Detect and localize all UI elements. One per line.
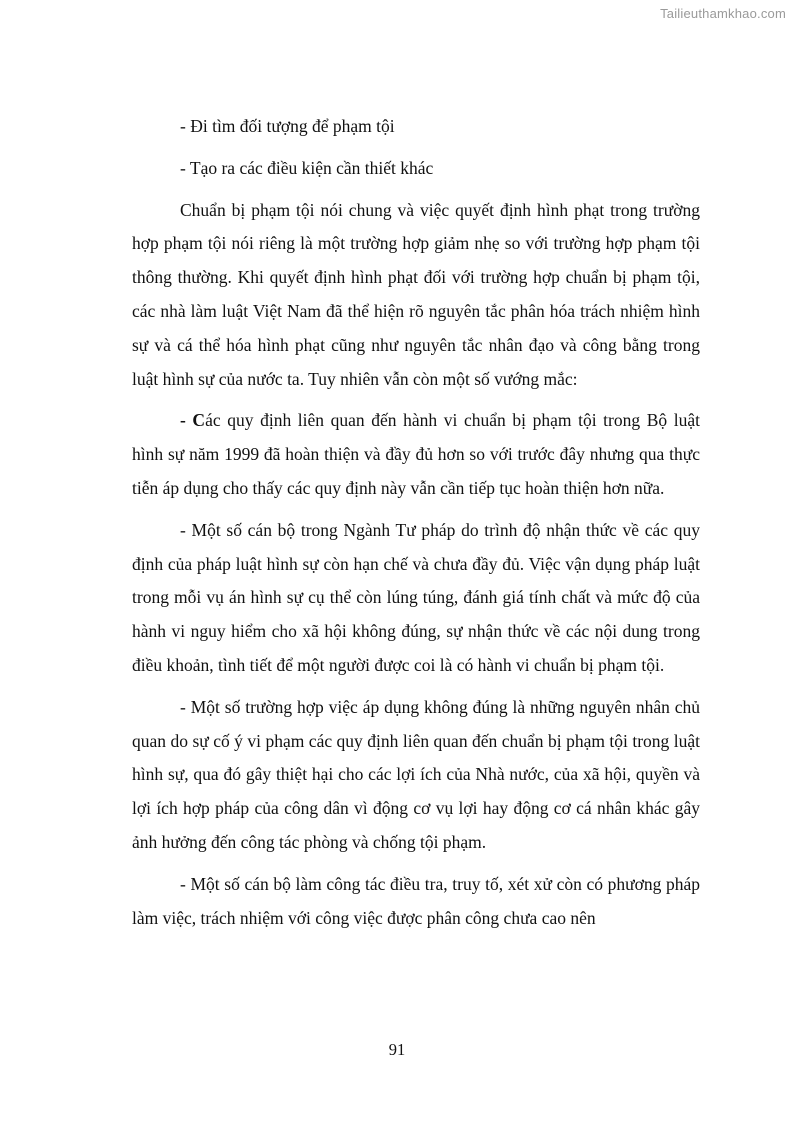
paragraph-text: - Một số cán bộ làm công tác điều tra, truy tố, xét xử còn có phương pháp làm việc, trách nhiệm với công việc được phân công chưa cao nên — [132, 873, 700, 928]
paragraph-incorrect-application — [132, 691, 700, 860]
paragraph-text: - Một số cán bộ trong Ngành Tư pháp do trình độ nhận thức về các quy định của pháp luật hình sự còn hạn chế và chưa đầy đủ. Việc vận dụng pháp luật trong mỗi vụ án hình sự cụ thể còn lúng túng, đánh giá tính chất và mức độ của hành vi nguy hiểm cho xã hội không đúng, sự nhận thức về các nội dung trong điều khoản, tình tiết để một người được coi là có hành vi chuẩn bị phạm tội. — [132, 519, 700, 675]
document-body — [132, 110, 700, 943]
paragraph-text: Chuẩn bị phạm tội nói chung và việc quyết định hình phạt trong trường hợp phạm tội nói riêng là một trường hợp giảm nhẹ so với trường hợp phạm tội thông thường. Khi quyết định hình phạt đối với trường hợp chuẩn bị phạm tội, các nhà làm luật Việt Nam đã thể hiện rõ nguyên tắc phân hóa trách nhiệm hình sự và cá thể hóa hình phạt cũng như nguyên tắc nhân đạo và công bằng trong luật hình sự của nước ta. Tuy nhiên vẫn còn một số vướng mắc: — [132, 199, 700, 389]
page-number: 91 — [388, 1040, 406, 1059]
paragraph-investigation-staff — [132, 868, 700, 936]
paragraph-text: ác quy định liên quan đến hành vi chuẩn bị phạm tội trong Bộ luật hình sự năm 1999 đã hoàn thiện và đầy đủ hơn so với trước đây nhưng qua thực tiễn áp dụng cho thấy các quy định này vẫn cần tiếp tục hoàn thiện hơn nữa. — [132, 410, 701, 498]
paragraph-intro — [132, 194, 700, 397]
watermark: Tailieuthamkhao.com — [660, 6, 786, 21]
paragraph-regulations — [132, 404, 700, 505]
list-item-create-conditions: - Tạo ra các điều kiện cần thiết khác — [180, 157, 434, 178]
paragraph-text: - Một số trường hợp việc áp dụng không đúng là những nguyên nhân chủ quan do sự cố ý vi phạm các quy định liên quan đến chuẩn bị phạm tội trong luật hình sự, qua đó gây thiệt hại cho các lợi ích của Nhà nước, của xã hội, quyền và lợi ích hợp pháp của công dân vì động cơ vụ lợi hay động cơ cá nhân khác gây ảnh hưởng đến công tác phòng và chống tội phạm. — [132, 696, 700, 852]
list-item-find-target: - Đi tìm đối tượng để phạm tội — [180, 116, 395, 136]
paragraph-staff-awareness — [132, 514, 700, 683]
paragraph-lead: - C — [180, 410, 206, 431]
